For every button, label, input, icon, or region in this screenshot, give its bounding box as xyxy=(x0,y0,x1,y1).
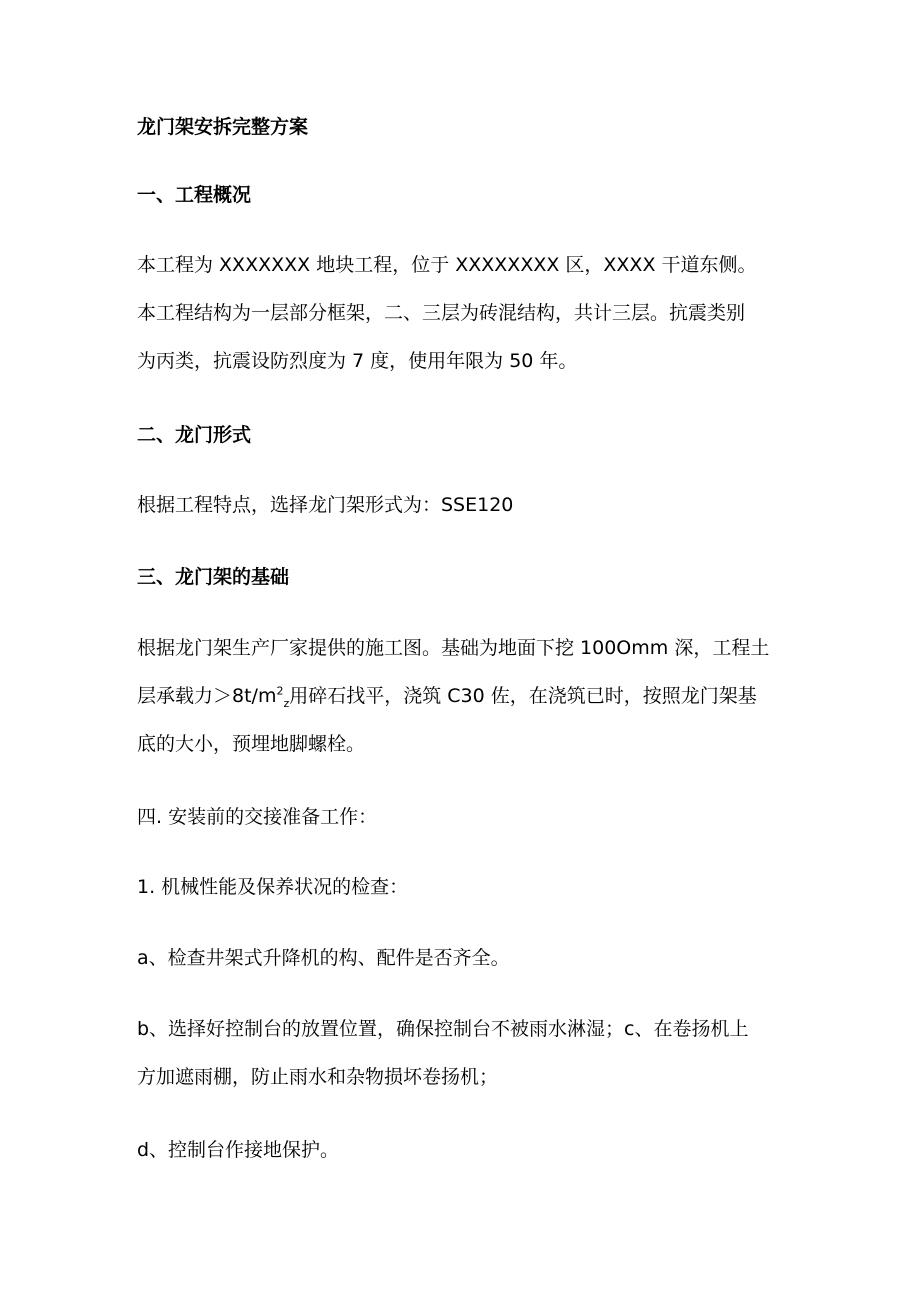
subscript-z: z xyxy=(283,696,290,710)
section-1-paragraph xyxy=(137,241,792,385)
item-1: 1. 机械性能及保养状况的检查： xyxy=(137,876,409,898)
item-b-paragraph xyxy=(137,1005,792,1101)
superscript-2: 2 xyxy=(276,684,284,698)
item-b-line-1: b、选择好控制台的放置位置，确保控制台不被雨水淋湿；c、在卷扬机上 xyxy=(137,1018,749,1040)
section-3-line-3: 底的大小，预埋地脚螺栓。 xyxy=(137,733,366,755)
section-1-line-3: 为丙类，抗震设防烈度为 7 度，使用年限为 50 年。 xyxy=(137,350,578,372)
section-1-line-2: 本工程结构为一层部分框架，二、三层为砖混结构，共计三层。抗震类别 xyxy=(137,302,746,324)
section-3-paragraph xyxy=(137,624,792,768)
section-3-line-2 xyxy=(137,672,792,720)
item-b-line-2: 方加遮雨棚，防止雨水和杂物损坏卷扬机； xyxy=(137,1066,499,1088)
section-4-heading: 四. 安装前的交接准备工作： xyxy=(137,806,378,828)
section-3-line-1: 根据龙门架生产厂家提供的施工图。基础为地面下挖 100Omm 深，工程土 xyxy=(137,637,770,659)
section-1-heading: 一、工程概况 xyxy=(137,184,252,206)
item-d: d、控制台作接地保护。 xyxy=(137,1139,340,1161)
section-1-line-1: 本工程为 XXXXXXX 地块工程，位于 XXXXXXXX 区，XXXX 干道东侧。 xyxy=(137,254,757,276)
section-2-paragraph: 根据工程特点，选择龙门架形式为：SSE120 xyxy=(137,494,514,516)
section-3-line-2-after: 用碎石找平，浇筑 C30 佐，在浇筑已时，按照龙门架基 xyxy=(289,685,757,707)
document-title: 龙门架安拆完整方案 xyxy=(137,116,309,138)
section-3-line-2-before: 层承载力＞8t/m xyxy=(137,685,277,707)
item-a: a、检查井架式升降机的构、配件是否齐全。 xyxy=(137,947,510,969)
section-2-heading: 二、龙门形式 xyxy=(137,424,252,446)
section-3-heading: 三、龙门架的基础 xyxy=(137,566,290,588)
